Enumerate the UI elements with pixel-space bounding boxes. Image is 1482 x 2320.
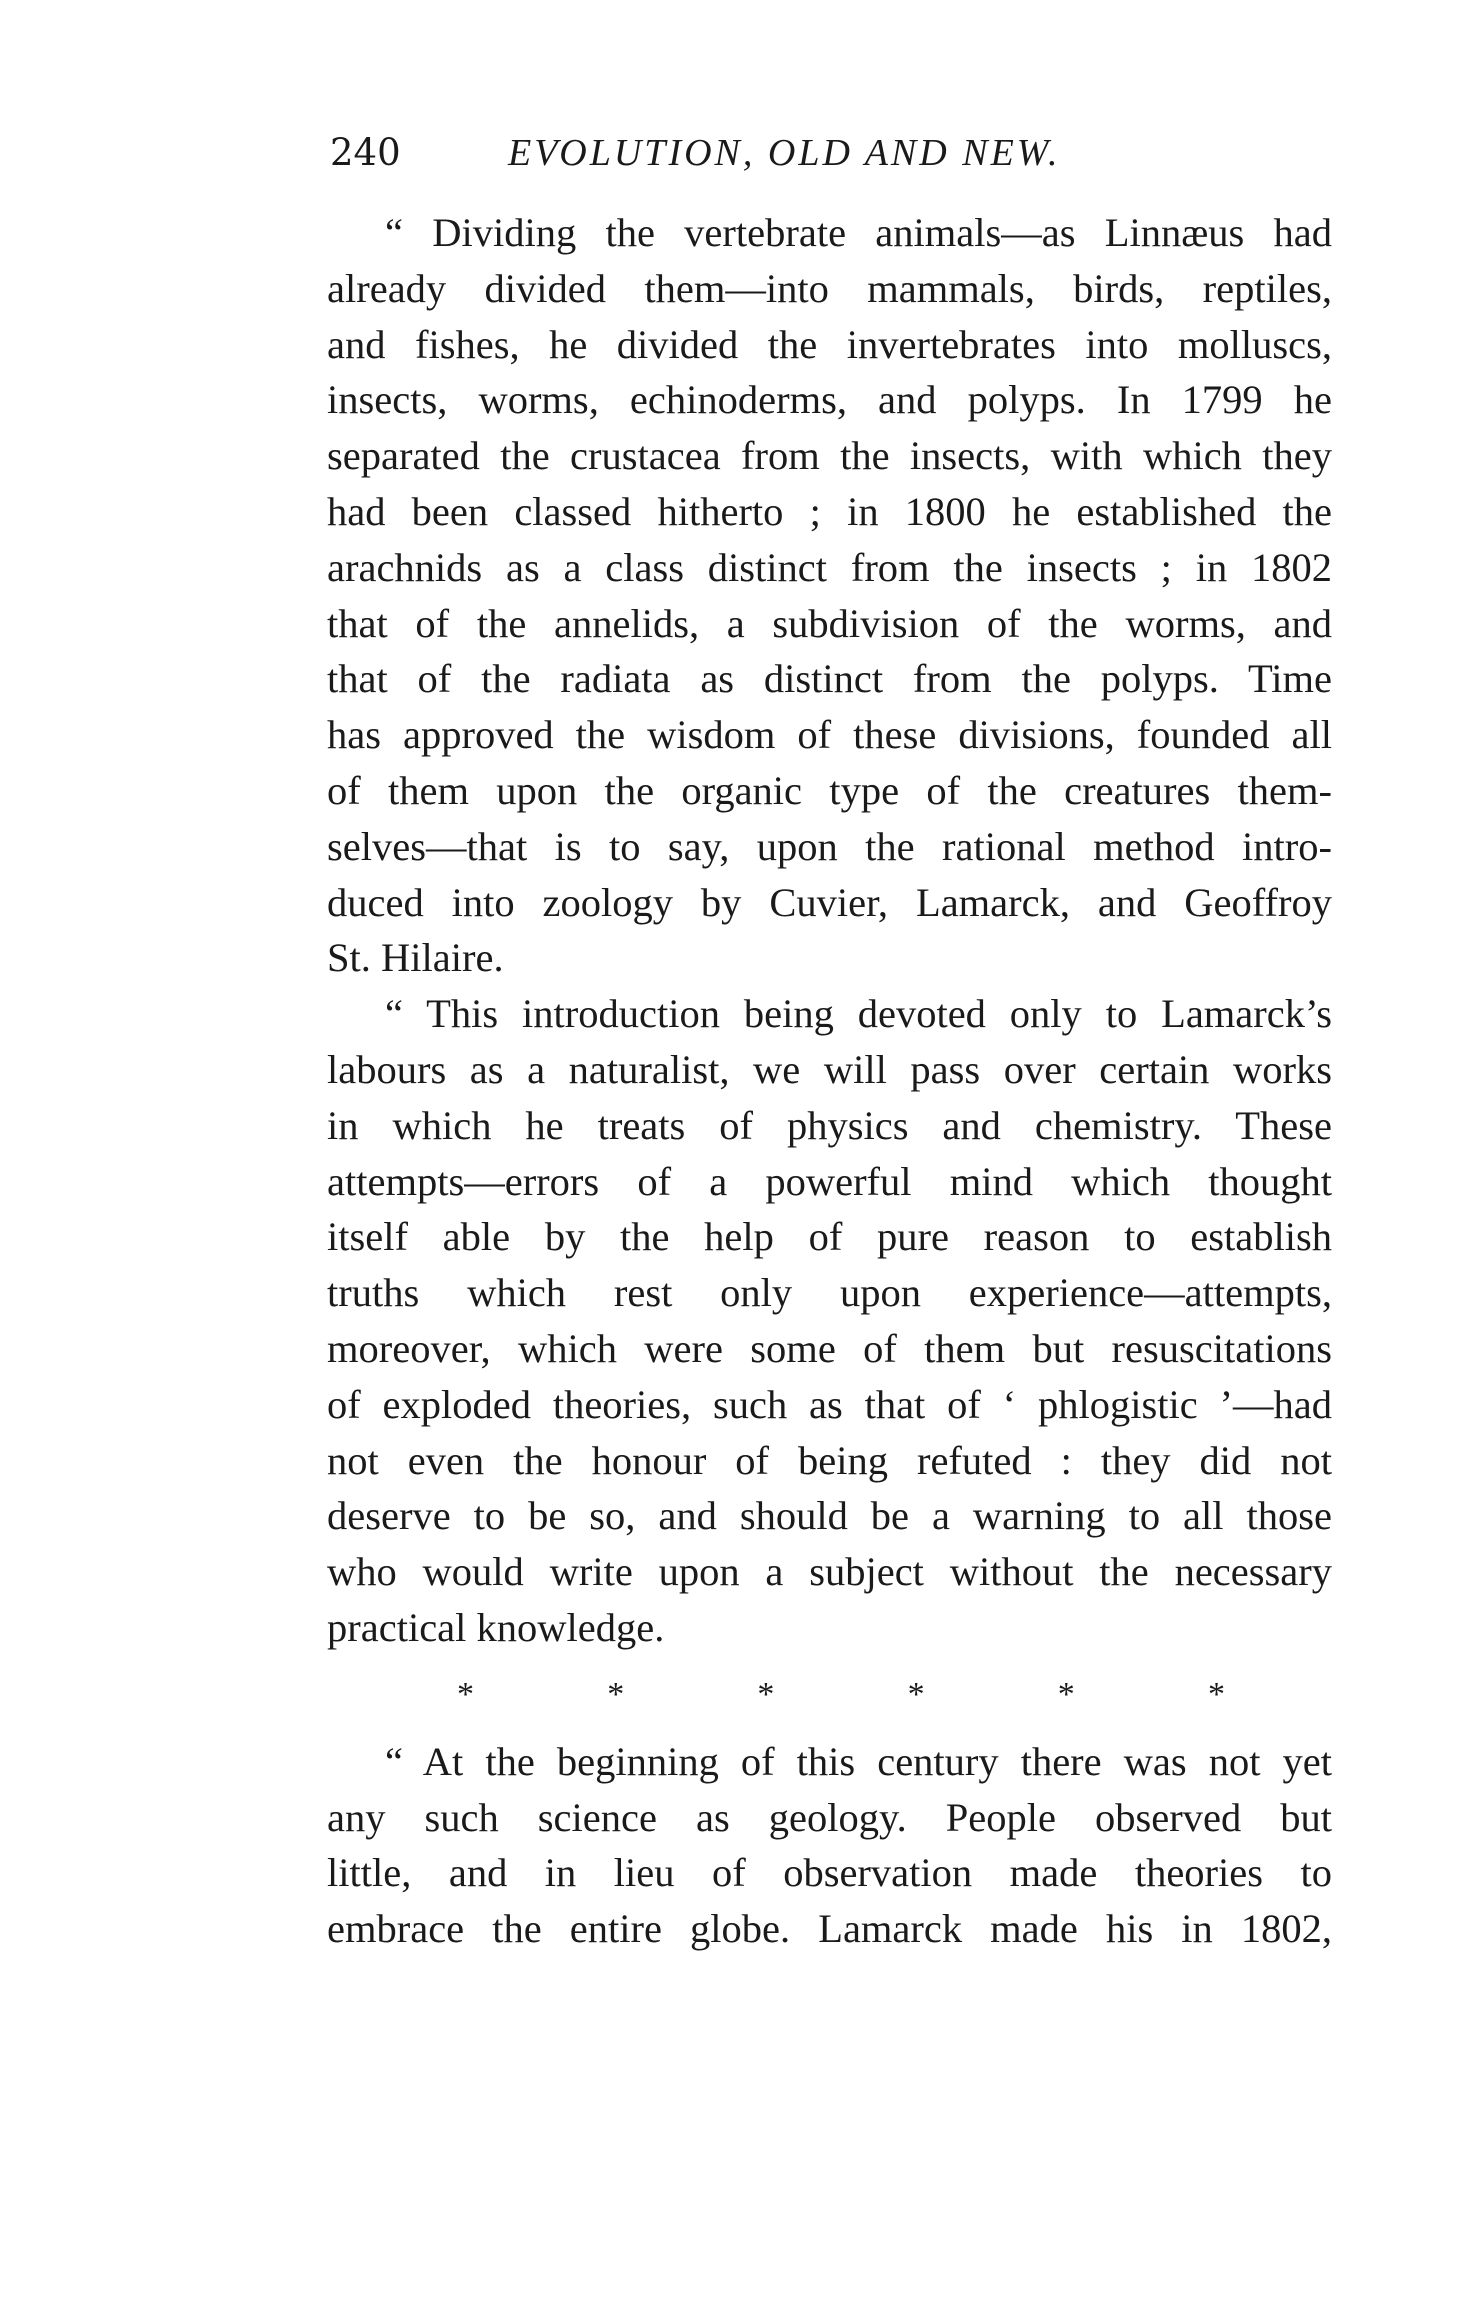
paragraph-2 [327,986,1332,1656]
text-line: little, and in lieu of observation made theories to [327,1850,1332,1896]
text-line: St. Hilaire. [327,935,504,981]
text-line: “ Dividing the vertebrate animals—as Linnæus had [385,210,1332,255]
running-title: EVOLUTION, OLD AND NEW. [508,132,1061,174]
asterisk: * [757,1675,775,1713]
text-line: “ This introduction being devoted only to Lamarck’s [385,991,1332,1037]
page-number: 240 [330,131,401,174]
asterisk: * [1207,1675,1225,1713]
text-line: deserve to be so, and should be a warning to all those [327,1493,1332,1539]
text-line: separated the crustacea from the insects, with which they [327,433,1332,479]
asterisk: * [457,1675,474,1713]
paragraph-1 [327,205,1332,986]
text-line: truths which rest only upon experience—attempts, [327,1270,1332,1316]
text-line: has approved the wisdom of these divisions, founded all [327,712,1332,758]
body-text [327,205,1332,1957]
text-line: “ At the beginning of this century there was not yet [385,1738,1332,1784]
asterisk: * [607,1675,625,1713]
asterisk: * [1057,1675,1075,1713]
text-line: and fishes, he divided the invertebrates into molluscs, [327,321,1332,367]
text-line: that of the radiata as distinct from the polyps. Time [327,656,1332,702]
text-line: embrace the entire globe. Lamarck made his in 1802, [327,1906,1332,1952]
text-line: itself able by the help of pure reason to establish [327,1214,1332,1260]
text-line: already divided them—into mammals, birds, reptiles, [327,265,1332,311]
text-line: insects, worms, echinoderms, and polyps. In 1799 he [327,377,1332,423]
text-line: moreover, which were some of them but resuscitations [327,1325,1332,1371]
running-head [330,128,1330,178]
text-line: in which he treats of physics and chemistry. These [327,1102,1332,1148]
text-line: who would write upon a subject without the necessary [327,1549,1332,1595]
text-line: of exploded theories, such as that of ‘ phlogistic ’—had [327,1381,1332,1427]
text-line: labours as a naturalist, we will pass over certain works [327,1046,1332,1092]
text-line: duced into zoology by Cuvier, Lamarck, and Geoffroy [327,879,1332,925]
text-line: selves—that is to say, upon the rational method intro- [327,823,1332,869]
text-line: practical knowledge. [327,1604,665,1650]
section-break [457,1656,1225,1734]
text-line: of them upon the organic type of the creatures them- [327,767,1332,813]
text-line: any such science as geology. People observed but [327,1794,1332,1840]
text-line: had been classed hitherto ; in 1800 he established the [327,488,1332,534]
text-line: arachnids as a class distinct from the insects ; in 1802 [327,544,1332,590]
text-line: not even the honour of being refuted : they did not [327,1437,1332,1483]
text-line: that of the annelids, a subdivision of the worms, and [327,600,1332,646]
text-line: attempts—errors of a powerful mind which thought [327,1158,1332,1204]
asterisk: * [907,1675,925,1713]
paragraph-3 [327,1734,1332,1957]
